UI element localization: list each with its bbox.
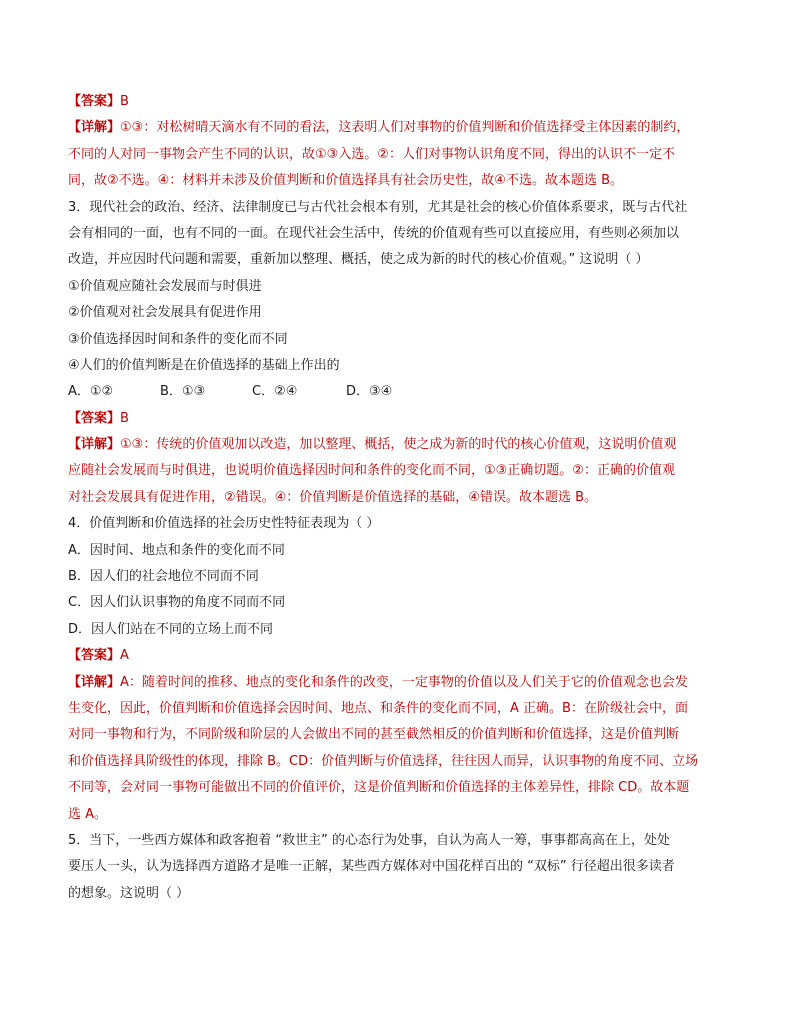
q4-option-c: C．因人们认识事物的角度不同而不同	[68, 595, 286, 611]
q3-detail-line-1	[68, 433, 740, 459]
q5-stem-line-1: 5．当下，一些西方媒体和政客抱着 “救世主” 的心态行为处事，自认为高人一筹，事事都高高在上，处处	[68, 832, 671, 848]
q4-detail-line-4: 和价值选择具阶级性的体现，排除 B。CD：价值判断与价值选择，往往因人而异，认识事物的角度不同、立场	[68, 753, 699, 769]
q4-option-b: B．因人们的社会地位不同而不同	[68, 569, 259, 585]
q3-item-2: ②价值观对社会发展具有促进作用	[68, 305, 262, 321]
q5-stem-line-2: 要压人一头，认为选择西方道路才是唯一正解，某些西方媒体对中国花样百出的 “双标” 行径超出很多读者	[68, 859, 675, 875]
q2-detail-line-1	[68, 116, 740, 142]
answer-tag: 【答案】	[68, 410, 121, 426]
q3-option-a: A．①②	[68, 384, 114, 400]
q4-option-d: D．因人们站在不同的立场上而不同	[68, 621, 274, 637]
q3-item-4: ④人们的价值判断是在价值选择的基础上作出的	[68, 357, 340, 373]
q3-option-c: C．②④	[252, 384, 298, 400]
q4-stem: 4．价值判断和价值选择的社会历史性特征表现为（ ）	[68, 516, 380, 532]
q5-stem-line-3: 的想象。这说明（ ）	[68, 885, 190, 901]
answer-value: B	[120, 94, 129, 109]
detail-text: ①③：传统的价值观加以改造，加以整理、概括，使之成为新的时代的核心价值观，这说明价值观	[120, 437, 677, 453]
detail-text: ①③：对松树晴天滴水有不同的看法，这表明人们对事物的价值判断和价值选择受主体因素的制约，	[120, 120, 690, 136]
detail-tag: 【详解】	[68, 437, 121, 453]
detail-text: A：随着时间的推移、地点的变化和条件的改变，一定事物的价值以及人们关于它的价值观念也会发	[120, 674, 688, 690]
q2-answer-line	[68, 90, 740, 116]
q4-detail-line-5: 不同等，会对同一事物可能做出不同的价值评价，这是价值判断和价值选择的主体差异性，排除 CD。故本题	[68, 780, 690, 796]
answer-value: A	[120, 648, 129, 664]
document-page	[68, 90, 740, 908]
q3-stem-line-3: 改造，并应因时代问题和需要，重新加以整理、概括，使之成为新的时代的核心价值观。” 这说明（ ）	[68, 252, 649, 268]
detail-tag: 【详解】	[68, 674, 121, 690]
q2-detail-line-2: 不同的人对同一事物会产生不同的认识，故①③入选。②：人们对事物认识角度不同，得出的认识不一定不	[68, 146, 675, 162]
q3-options-row	[68, 380, 740, 406]
q4-answer-line	[68, 644, 740, 670]
q4-detail-line-6: 选 A。	[68, 806, 108, 822]
q3-option-b: B．①③	[160, 384, 206, 400]
q3-answer-line	[68, 407, 740, 433]
q3-detail-line-2: 应随社会发展而与时俱进，也说明价值选择因时间和条件的变化而不同，①③正确切题。②：正确的价值观	[68, 463, 675, 479]
answer-tag: 【答案】	[68, 94, 121, 109]
q4-detail-line-1	[68, 671, 740, 697]
q3-stem-line-1: 3．现代社会的政治、经济、法律制度已与古代社会根本有别，尤其是社会的核心价值体系要求，既与古代社	[68, 199, 688, 215]
q3-option-d: D．③④	[346, 384, 393, 400]
q3-item-1: ①价值观应随社会发展而与时俱进	[68, 278, 262, 294]
q2-detail-line-3: 同，故②不选。④：材料并未涉及价值判断和价值选择具有社会历史性，故④不选。故本题选 B。	[68, 173, 624, 189]
q3-item-3: ③价值选择因时间和条件的变化而不同	[68, 331, 288, 347]
q3-detail-line-3: 对社会发展具有促进作用，②错误。④：价值判断是价值选择的基础，④错误。故本题选 B。	[68, 489, 598, 505]
answer-tag: 【答案】	[68, 648, 121, 664]
q4-detail-line-3: 对同一事物和行为，不同阶级和阶层的人会做出不同的甚至截然相反的价值判断和价值选择，这是价值判断	[68, 727, 680, 743]
q3-stem-line-2: 会有相同的一面，也有不同的一面。在现代社会生活中，传统的价值观有些可以直接应用，有些则必须加以	[68, 225, 680, 241]
detail-tag: 【详解】	[68, 120, 121, 136]
q4-detail-line-2: 生变化，因此，价值判断和价值选择会因时间、地点、和条件的变化而不同，A 正确。B：在阶级社会中，面	[68, 700, 688, 716]
q4-option-a: A．因时间、地点和条件的变化而不同	[68, 542, 285, 558]
answer-value: B	[120, 410, 129, 426]
